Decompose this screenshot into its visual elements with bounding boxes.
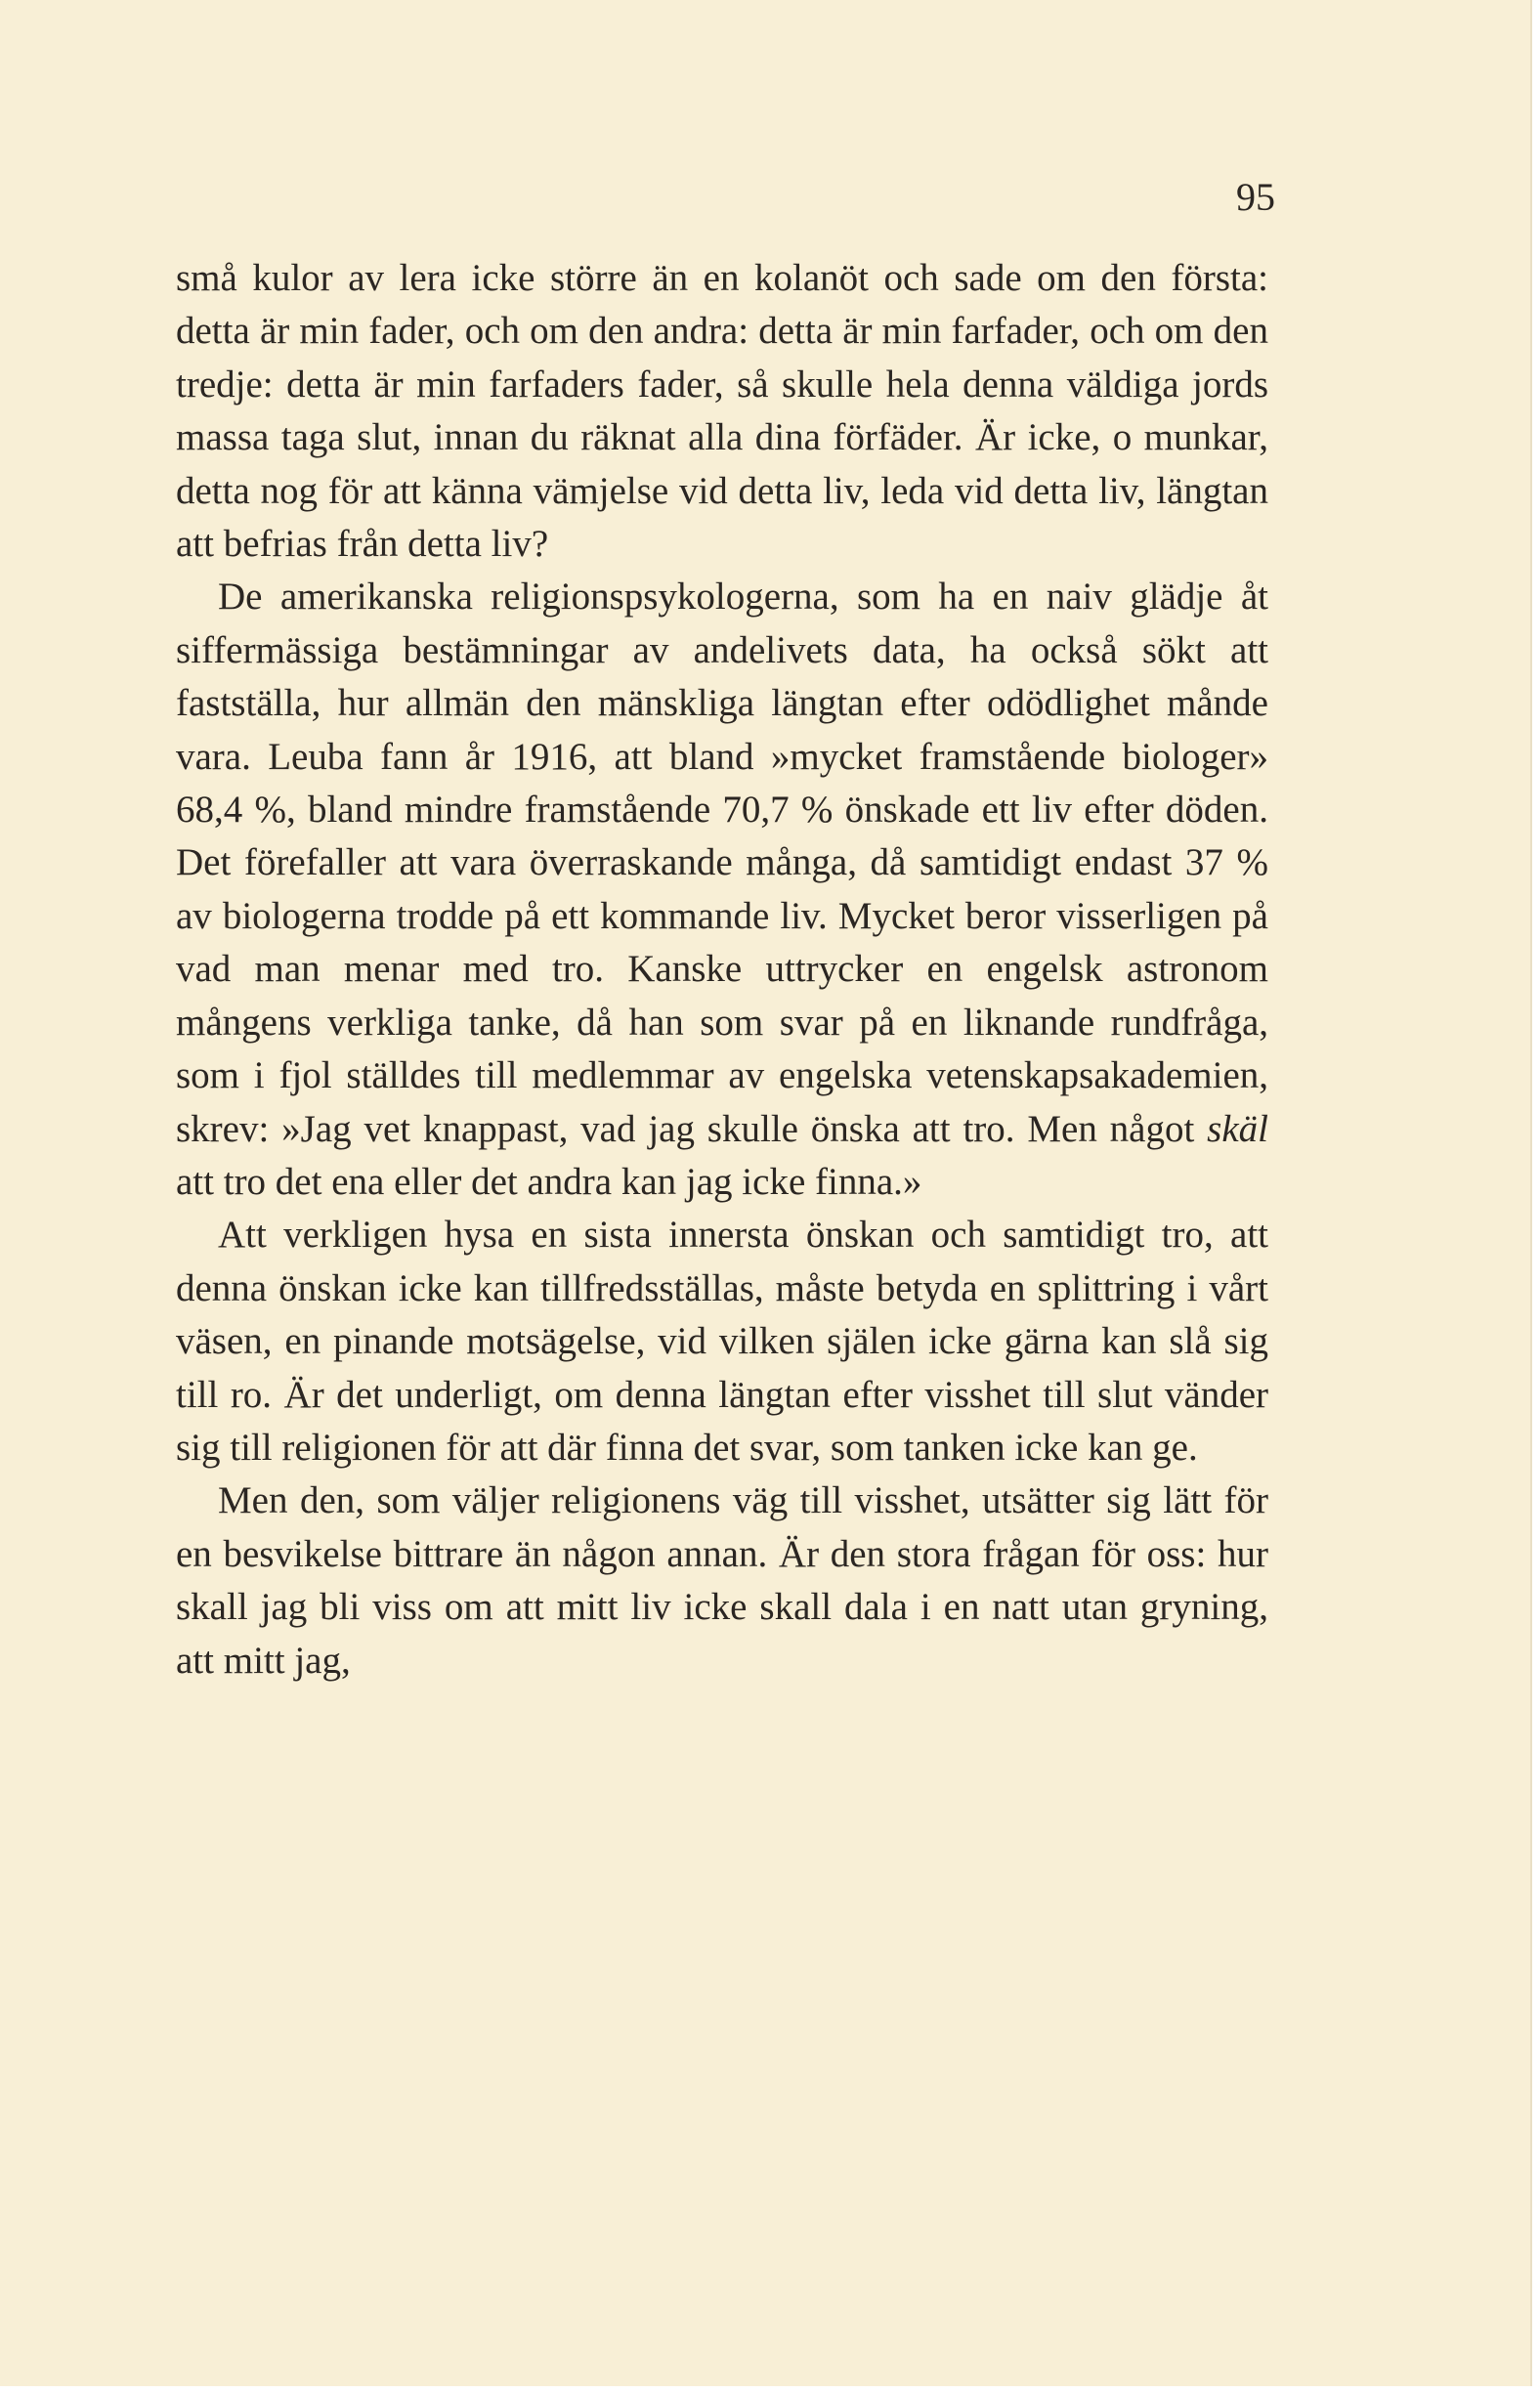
paragraph-religionens-vag: Men den, som väljer religionens väg till visshet, utsätter sig lätt för en besvikelse bittrare än någon annan. Är den stora frågan för oss: hur skall jag bli viss om att mitt liv icke skall dala i en natt utan gryning, att mitt jag, — [176, 1479, 1268, 1682]
emphasized-word: skäl — [1207, 1107, 1268, 1150]
paragraph-religionspsykologerna — [176, 571, 1268, 1209]
paragraph-text: att tro det ena eller det andra kan jag icke finna.» — [176, 1160, 922, 1203]
paragraph-continuation: små kulor av lera icke större än en kolanöt och sade om den första: detta är min fader, och om den andra: detta är min farfader, och om den tredje: detta är min farfaders fader, så skulle hela denna väldiga jords massa taga slut, innan du räknat alla dina förfäder. Är icke, o munkar, detta nog för att känna vämjelse vid detta liv, leda vid detta liv, längtan att befrias från detta liv? — [176, 257, 1268, 566]
body-text — [176, 252, 1268, 1688]
paragraph-onskan: Att verkligen hysa en sista innersta önskan och samtidigt tro, att denna önskan icke kan tillfredsställas, måste betyda en splittring i vårt väsen, en pinande motsägelse, vid vilken själen icke gärna kan slå sig till ro. Är det underligt, om denna längtan efter visshet till slut vänder sig till religionen för att där finna det svar, som tanken icke kan ge. — [176, 1214, 1268, 1469]
page-number: 95 — [1236, 175, 1275, 219]
paragraph-text: De amerikanska religionspsykologerna, som ha en naiv glädje åt siffermässiga bestämningar av andelivets data, ha också sökt att fastställa, hur allmän den mänskliga längtan efter odödlighet månde vara. Leuba fann år 1916, att bland »mycket framstående biologer» 68,4 %, bland mindre framstående 70,7 % önskade ett liv efter döden. Det förefaller att vara överraskande många, då samtidigt endast 37 % av biologerna trodde på ett kommande liv. Mycket beror visserligen på vad man menar med tro. Kanske uttrycker en engelsk astronom mångens verkliga tanke, då han som svar på en liknande rundfråga, som i fjol ställdes till medlemmar av engelska vetenskapsakademien, skrev: »Jag vet knappast, vad jag skulle önska att tro. Men något — [176, 576, 1268, 1150]
